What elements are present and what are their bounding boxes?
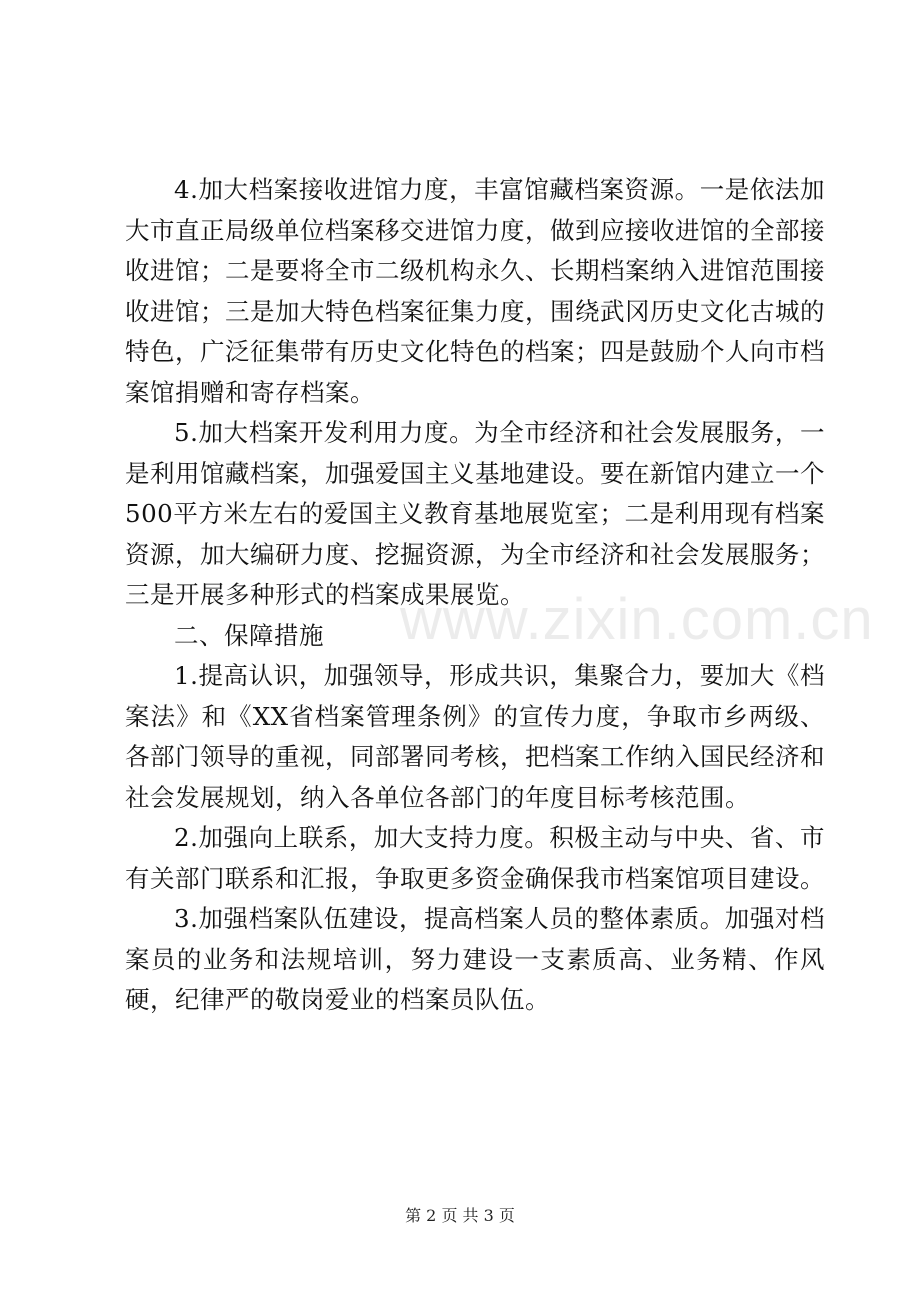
site-watermark: www.zixin.com.cn: [400, 587, 874, 652]
document-body: [125, 170, 825, 1021]
paragraph-archive-utilization: 5.加大档案开发利用力度。为全市经济和社会发展服务，一是利用馆藏档案，加强爱国主义基地建设。要在新馆内建立一个500平方米左右的爱国主义教育基地展览室；二是利用现有档案资源，加大编研力度、挖掘资源，为全市经济和社会发展服务；三是开展多种形式的档案成果展览。: [125, 418, 825, 609]
section-heading-safeguards: 二、保障措施: [174, 620, 324, 650]
paragraph-archive-collection: 4.加大档案接收进馆力度，丰富馆藏档案资源。一是依法加大市直正局级单位档案移交进馆力度，做到应接收进馆的全部接收进馆；二是要将全市二级机构永久、长期档案纳入进馆范围接收进馆；三是加大特色档案征集力度，围绕武冈历史文化古城的特色，广泛征集带有历史文化特色的档案；四是鼓励个人向市档案馆捐赠和寄存档案。: [125, 175, 825, 407]
page-footer: [0, 1203, 920, 1226]
page-number-label: 第 2 页 共 3 页: [405, 1206, 515, 1225]
measure-item-3: 3.加强档案队伍建设，提高档案人员的整体素质。加强对档案员的业务和法规培训，努力建设一支素质高、业务精、作风硬，纪律严的敬岗爱业的档案员队伍。: [125, 904, 825, 1014]
measure-item-2: 2.加强向上联系，加大支持力度。积极主动与中央、省、市有关部门联系和汇报，争取更多资金确保我市档案馆项目建设。: [125, 823, 825, 893]
measure-item-1: 1.提高认识，加强领导，形成共识，集聚合力，要加大《档案法》和《XX省档案管理条例》的宣传力度，争取市乡两级、各部门领导的重视，同部署同考核，把档案工作纳入国民经济和社会发展规划，纳入各单位各部门的年度目标考核范围。: [125, 661, 825, 812]
